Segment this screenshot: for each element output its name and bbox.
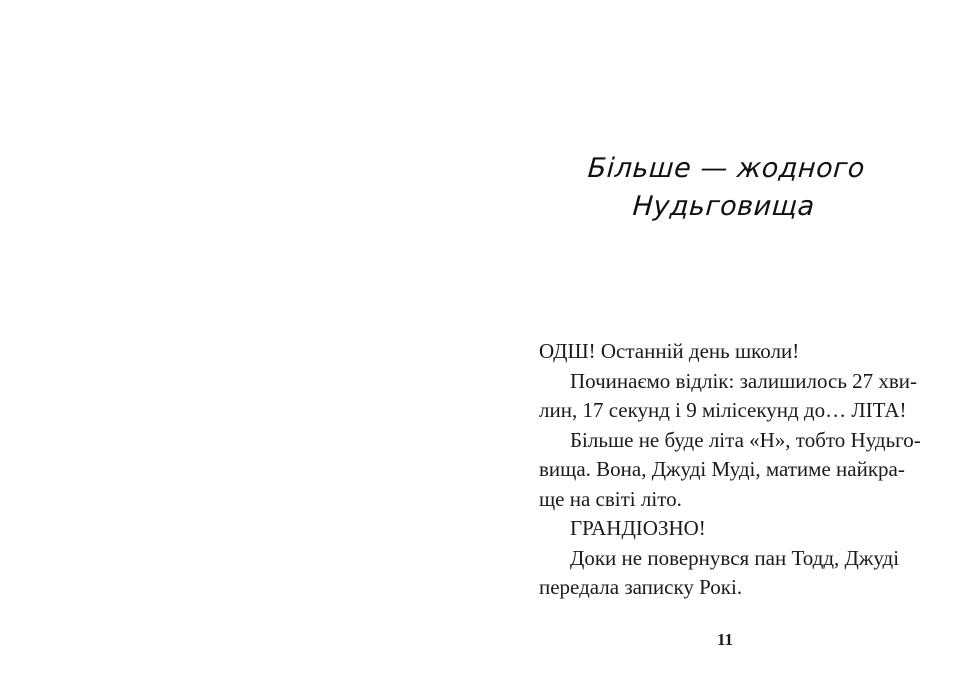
- paragraph-4-line-1: ГРАНДІОЗНО!: [570, 516, 706, 540]
- paragraph-2: [539, 367, 925, 426]
- paragraph-4: [539, 514, 925, 544]
- paragraph-1-line-1: ОДШ! Останній день школи!: [539, 339, 800, 363]
- paragraph-1: [539, 337, 925, 367]
- chapter-title-line-1: Більше — жодного: [586, 153, 866, 184]
- page-number: 11: [716, 630, 734, 649]
- chapter-title: [557, 150, 892, 226]
- paragraph-3-line-1: Більше не буде літа «Н», тобто Нудьго-: [570, 427, 921, 452]
- paragraph-5-line-1: Доки не повернувся пан Тодд, Джуді: [570, 545, 900, 570]
- paragraph-5: [539, 544, 925, 603]
- chapter-title-line-2: Нудьговища: [631, 191, 816, 222]
- paragraph-5-line-2: передала записку Рокі.: [539, 575, 743, 599]
- paragraph-3: [539, 426, 925, 515]
- paragraph-2-line-1: Починаємо відлік: залишилось 27 хви-: [570, 368, 918, 393]
- paragraph-2-line-2: лин, 17 секунд і 9 мілісекунд до… ЛІТА!: [539, 398, 907, 422]
- paragraph-3-line-2: вища. Вона, Джуді Муді, матиме найкра-: [539, 457, 905, 481]
- chapter-body: [539, 337, 925, 603]
- paragraph-3-line-3: ще на світі літо.: [539, 486, 682, 511]
